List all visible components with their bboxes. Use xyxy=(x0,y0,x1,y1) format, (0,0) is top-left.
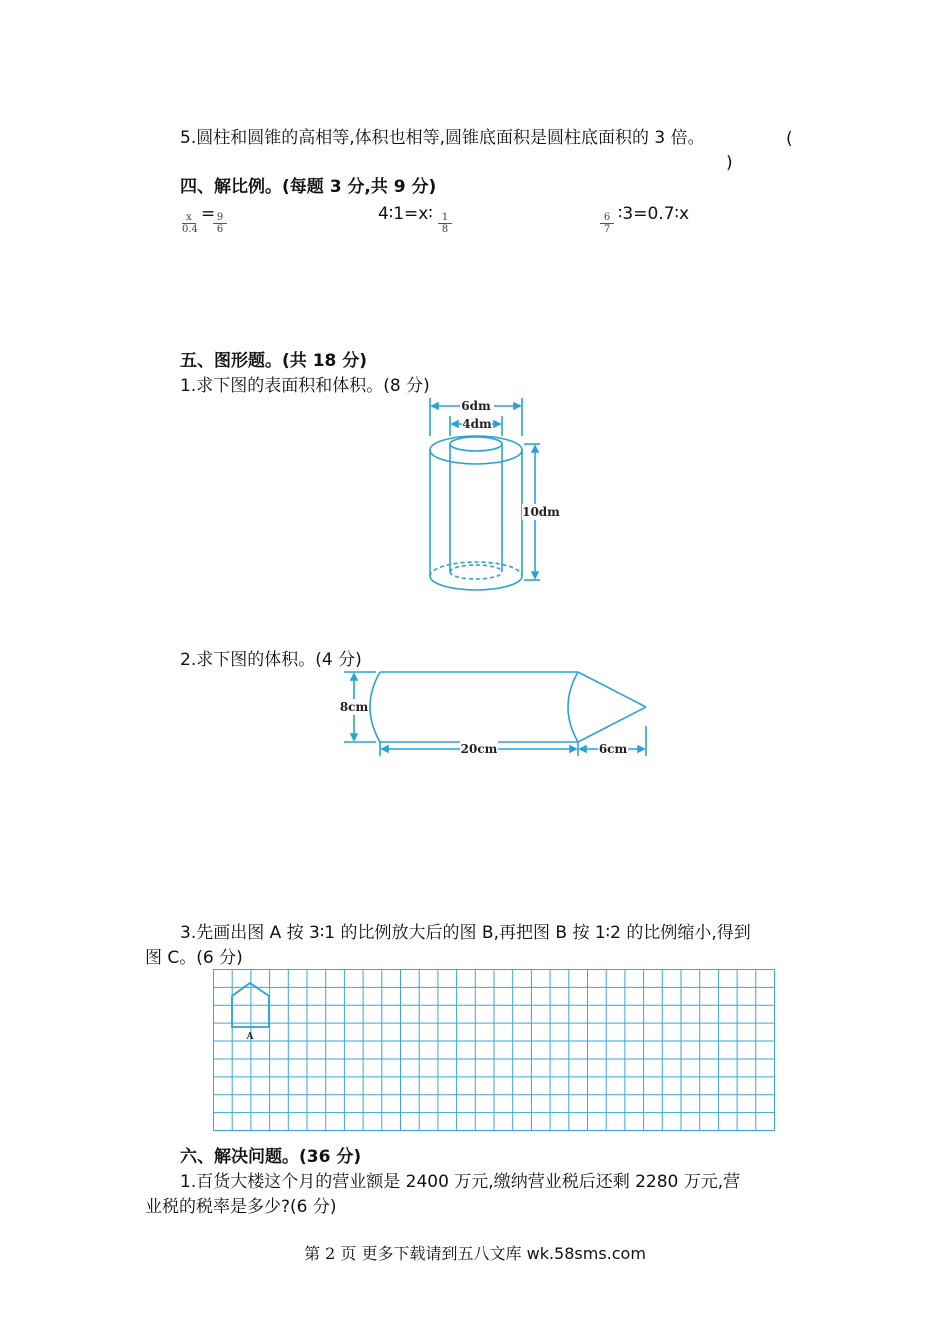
label-6cm: 6cm xyxy=(598,742,628,756)
problem-5-3-line-1: 3.先画出图 A 按 3∶1 的比例放大后的图 B,再把图 B 按 1∶2 的比例缩小,得到 xyxy=(180,923,751,943)
label-8cm: 8cm xyxy=(339,700,369,714)
label-20cm: 20cm xyxy=(460,742,498,756)
drawing-grid xyxy=(213,969,775,1131)
label-10dm: 10dm xyxy=(522,505,560,519)
shape-a-label: A xyxy=(246,1032,254,1042)
section-6-heading: 六、解决问题。(36 分) xyxy=(180,1147,362,1167)
hollow-cylinder-diagram xyxy=(418,396,578,596)
fraction-6-over-7: $\frac{6}{7}$ xyxy=(600,212,614,235)
section-5-heading: 五、图形题。(共 18 分) xyxy=(180,351,368,371)
problem-6-1-line-1: 1.百货大楼这个月的营业额是 2400 万元,缴纳营业税后还剩 2280 万元,营 xyxy=(180,1172,741,1192)
answer-paren-open: ( xyxy=(786,129,793,149)
problem-5-3-line-2: 图 C。(6 分) xyxy=(145,948,243,968)
equals-sign: = xyxy=(201,204,216,224)
section-4-heading: 四、解比例。(每题 3 分,共 9 分) xyxy=(180,177,437,197)
answer-paren-close: ) xyxy=(726,153,733,173)
equation-2-text: 4∶1=x∶ xyxy=(378,204,433,224)
question-5: 5.圆柱和圆锥的高相等,体积也相等,圆锥底面积是圆柱底面积的 3 倍。 xyxy=(180,128,705,148)
label-4dm: 4dm xyxy=(462,417,492,431)
fraction-1-over-8: $\frac{1}{8}$ xyxy=(438,212,452,235)
cylinder-cone-diagram xyxy=(336,666,656,766)
label-6dm: 6dm xyxy=(461,399,491,413)
fraction-9-over-6: $\frac{9}{6}$ xyxy=(213,212,227,235)
fraction-x-over-0.4: $\frac{x}{0.4}$ xyxy=(182,212,198,235)
footer-url: wk.58sms.com xyxy=(526,1244,646,1263)
footer-text: 第 2 页 更多下载请到五八文库 xyxy=(304,1244,522,1263)
problem-6-1-line-2: 业税的税率是多少?(6 分) xyxy=(145,1197,337,1217)
equation-3-text: ∶3=0.7∶x xyxy=(618,204,690,224)
problem-5-1: 1.求下图的表面积和体积。(8 分) xyxy=(180,376,430,396)
page-footer xyxy=(0,1241,950,1264)
problem-5-2: 2.求下图的体积。(4 分) xyxy=(180,650,362,670)
